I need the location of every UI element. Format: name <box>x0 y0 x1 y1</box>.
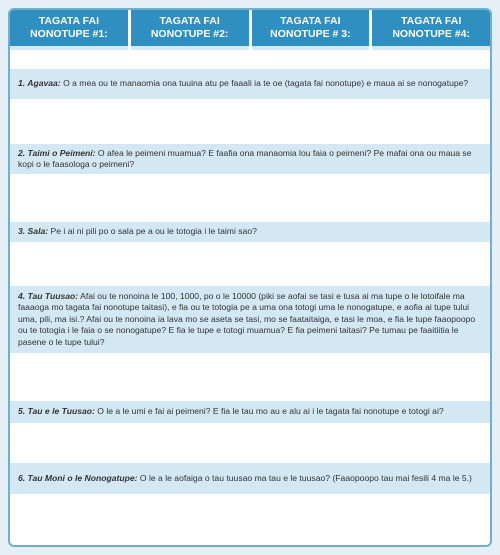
answer-cell-q4-lender-2[interactable] <box>131 353 249 398</box>
question-4-text: Afai ou te nonoina le 100, 1000, po o le 10000 (piki se aofai se tasi e tusa ai ma tupe o le lotoifale ma faaaoga mo tagata fai nonotupe taitasi), e fia ou te totogia pe a uma ona totogi uma le nonogatupe, e aofia ai tupe tului uma, pili, ma isi.? Afai ou te nonoina ia lava mo se aseta se tasi, mo se faataitaiga, e tasi le moa, e fia le tupe faaopoopo ou te totogia i le faia o se nonogatupe? E fia le tupe e totogi muamua? E fia peimeni taitasi? Pe tumau pe faaitiitia le pasene o le tupe tului? <box>18 290 476 347</box>
answer-cell-q4-lender-4[interactable] <box>372 353 490 398</box>
answer-cell-q6-lender-3[interactable] <box>252 494 370 534</box>
answer-cell-q6-lender-2[interactable] <box>131 494 249 534</box>
answer-cell[interactable] <box>131 50 249 69</box>
answer-cell-q3-lender-1[interactable] <box>10 242 128 283</box>
question-3-band <box>10 222 490 242</box>
answer-cell-q3-lender-4[interactable] <box>372 242 490 283</box>
question-1-label: 1. Agavaa: <box>18 78 61 89</box>
answer-cell-q6-lender-4[interactable] <box>372 494 490 534</box>
answer-cell-q3-lender-3[interactable] <box>252 242 370 283</box>
question-5-band <box>10 401 490 423</box>
question-6-text: O le a le aofaiga o tau tuusao ma tau e le tuusao? (Faaopoopo tau mai fesili 4 ma le 5.) <box>139 472 472 483</box>
loan-comparison-worksheet <box>8 8 492 547</box>
answer-cell-q1-lender-4[interactable] <box>372 99 490 141</box>
question-6-band <box>10 463 490 494</box>
answer-cell-q4-lender-3[interactable] <box>252 353 370 398</box>
answer-cell-q5-lender-2[interactable] <box>131 423 249 460</box>
answer-cell-q2-lender-3[interactable] <box>252 174 370 219</box>
question-6-label: 6. Tau Moni o le Nonogatupe: <box>18 472 138 483</box>
worksheet-grid <box>10 10 490 534</box>
question-2-band <box>10 144 490 174</box>
answer-cell[interactable] <box>10 50 128 69</box>
answer-cell-q4-lender-1[interactable] <box>10 353 128 398</box>
question-5-text: O le a le umi e fai ai peimeni? E fia le tau mo au e alu ai i le tagata fai nonotupe e totogi ai? <box>97 406 444 417</box>
answer-cell[interactable] <box>372 50 490 69</box>
answer-cell-q1-lender-2[interactable] <box>131 99 249 141</box>
question-3-text: Pe i ai ni pili po o sala pe a ou le totogia i le taimi sao? <box>50 226 257 237</box>
answer-cell-q5-lender-4[interactable] <box>372 423 490 460</box>
question-4-label: 4. Tau Tuusao: <box>18 290 79 301</box>
answer-cell[interactable] <box>252 50 370 69</box>
question-2-text: O afea le peimeni muamua? E faafia ona manaomia lou faia o peimeni? Pe mafai ona ou maua se kopi o le faasologa o peimeni? <box>18 147 472 169</box>
answer-cell-q2-lender-1[interactable] <box>10 174 128 219</box>
question-1-text: O a mea ou te manaomia ona tuuina atu pe faaali ia te oe (tagata fai nonotupe) e maua ai se nonogatupe? <box>63 78 469 89</box>
question-3-label: 3. Sala: <box>18 226 49 237</box>
question-1-band <box>10 69 490 99</box>
answer-cell-q2-lender-2[interactable] <box>131 174 249 219</box>
answer-cell-q5-lender-3[interactable] <box>252 423 370 460</box>
answer-cell-q5-lender-1[interactable] <box>10 423 128 460</box>
question-4-band <box>10 286 490 353</box>
answer-cell-q1-lender-3[interactable] <box>252 99 370 141</box>
answer-cell-q2-lender-4[interactable] <box>372 174 490 219</box>
header-lender-1: TAGATA FAI NONOTUPE #1: <box>10 10 128 46</box>
header-lender-4: TAGATA FAI NONOTUPE #4: <box>372 10 490 46</box>
answer-cell-q6-lender-1[interactable] <box>10 494 128 534</box>
header-lender-3: TAGATA FAI NONOTUPE # 3: <box>252 10 370 46</box>
answer-cell-q1-lender-1[interactable] <box>10 99 128 141</box>
question-2-label: 2. Taimi o Peimeni: <box>18 147 96 158</box>
answer-cell-q3-lender-2[interactable] <box>131 242 249 283</box>
header-lender-2: TAGATA FAI NONOTUPE #2: <box>131 10 249 46</box>
question-5-label: 5. Tau e le Tuusao: <box>18 406 95 417</box>
